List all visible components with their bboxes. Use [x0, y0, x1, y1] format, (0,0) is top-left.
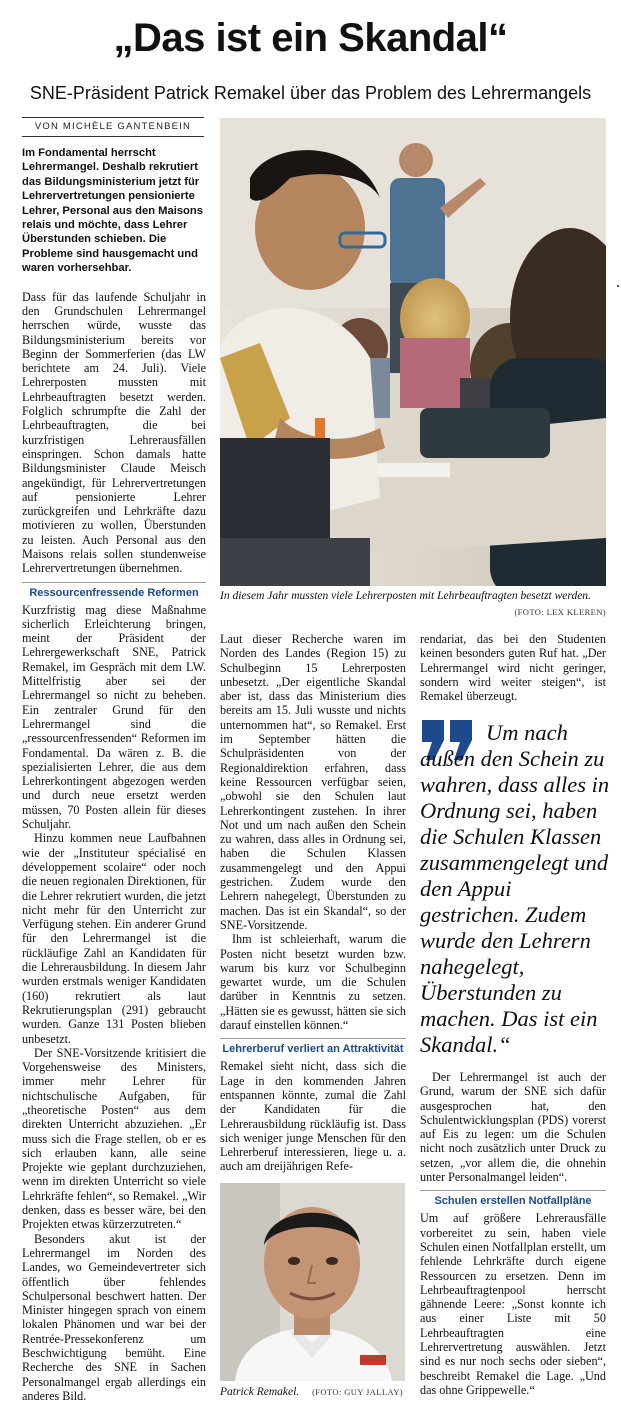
pull-quote-text: Um nach außen den Schein zu wahren, dass alles in Ordnung sei, haben die Schulen Klassen zusammengelegt und den Appui gestrichen. Zudem wurde den Lehrern nahegelegt, Überstunden zu machen. Das ist ein Skandal.“ [420, 720, 610, 1057]
body-paragraph: Kurzfristig mag diese Maßnahme sicherlich Erleichterung bringen, meint der Präsident der Lehrergewerkschaft SNE, Patrick Remakel, im Gespräch mit dem LW. Mittelfristig aber sei der Lehrermangel so nicht zu beheben. Ein zentraler Grund für den Lehrermangel sind die „ressourcenfressenden“ Reformen im Fondamental. Da wären z. B. die spezialisierten Lehrer, die aus dem Lehrerkontingent abgezogen werden und durch neue ersetzt werden müssen, 70 Posten allein für dieses Schuljahr. [22, 602, 206, 832]
section-heading: Lehrerberuf verliert an Attraktivität [220, 1038, 406, 1057]
body-paragraph: Remakel sieht nicht, dass sich die Lage in den kommenden Jahren entspannen könnte, zumal die Zahl der Kandidaten für die Lehrerausbildung rückläufig ist. Dass sich weniger junge Menschen für den Lehrerberuf interessieren, liege u. a. auch am dreijährigen Refe- [220, 1059, 406, 1174]
main-photo-caption [220, 590, 606, 619]
subheadline: SNE-Präsident Patrick Remakel über das Problem des Lehrermangels [29, 83, 592, 103]
margin-mark [617, 285, 619, 287]
portrait-photo [220, 1183, 405, 1381]
body-paragraph: Besonders akut ist der Lehrermangel im Norden des Landes, wo Gemeindevertreter sich öffentlich über fehlendes Schulpersonal beschwert hatten. Der Minister hingegen sprach von einem lokalen Phänomen und war bei der Rentrée-Pressekonferenz um Beschwichtigung bemüht. Eine Recherche des SNE in Sachen Personalmangel ergab allerdings ein anderes Bild. [22, 1231, 206, 1403]
column-3-top [420, 632, 606, 703]
byline: VON MICHÈLE GANTENBEIN [22, 117, 204, 137]
body-paragraph: Der Lehrermangel ist auch der Grund, warum der SNE sich dafür ausgesprochen hat, den Schulentwicklungsplan (PDS) vorerst auf Eis zu legen: um die Schulen nicht noch zusätzlich unter Druck zu setzen, „vor allem die, die ohnehin unter Personalmangel leiden“. [420, 1070, 606, 1185]
body-paragraph: Ihm ist schleierhaft, warum die Posten nicht besetzt wurden bzw. warum bis kurz vor Schulbeginn gewartet wurde, um die Schulen darüber in Kenntnis zu setzen. „Hätten sie es gewusst, hätten sie sich darauf einstellen können.“ [220, 932, 406, 1033]
caption-text: In diesem Jahr mussten viele Lehrerposten mit Lehrbeauftragten besetzt werden. [220, 590, 591, 602]
column-1 [22, 146, 206, 1403]
body-paragraph: Laut dieser Recherche waren im Norden des Landes (Region 15) zu Schulbeginn 15 Lehrerposten unbesetzt. „Der eigentliche Skandal aber ist, dass das Ministerium dies bereits am 15. Juli wusste und nichts unternommen hat“, so Remakel. Erst im September hätten die Schulpräsidenten von der Regionaldirektion erfahren, dass keine Ressourcen verfügbar seien, „obwohl sie den Schulen laut Lehrerkontingent zustehen. In ihrer Not und um nach außen den Schein zu wahren, dass alles in Ordnung sei, haben die Schulen Klassen zusammengelegt und den Appui gestrichen. Zudem wurde den Lehrern nahegelegt, Überstunden zu machen. Das ist ein Skandal“, so der SNE-Vorsitzende. [220, 632, 406, 932]
body-paragraph: Dass für das laufende Schuljahr in den Grundschulen Lehrermangel herrschen würde, wusste das Bildungsministerium bereits vor Beginn der Sommerferien (das LW berichtete am 24. Juli). Viele Lehrerposten mussten mit Lehrbeauftragten besetzt werden. Folglich schrumpfte die Zahl der Lehrbeauftragten, die bei kurzfristigen Lehrerausfällen einspringen. Schon damals hatte Bildungsminister Claude Meisch angekündigt, für Lehrervertretungen auf pensionierte Lehrer zurückgreifen und Lehrkräfte dazu motivieren zu wollen, Überstunden zu leisten. Auch Personal aus den Maisons relais sollen stundenweise Lehrervertretungen übernehmen. [22, 289, 206, 576]
section-heading: Ressourcenfressende Reformen [22, 582, 206, 601]
lead-paragraph: Im Fondamental herrscht Lehrermangel. Deshalb rekrutiert das Bildungsministerium jetzt für Lehrervertretungen pensionierte Lehrer, Personal aus den Maisons relais und möchte, dass Lehrer Überstunden schieben. Die Probleme sind hausgemacht und waren vorhersehbar. [22, 147, 203, 275]
column-3-bottom [420, 1070, 606, 1397]
column-2 [220, 632, 406, 1174]
body-paragraph: rendariat, das bei den Studenten keinen besonders guten Ruf hat. „Der Lehrermangel wird nicht geringer, sondern wird weiter steigen“, ist Remakel überzeugt. [420, 632, 606, 704]
photo-credit: (FOTO: LEX KLEREN) [514, 606, 606, 617]
body-paragraph: Der SNE-Vorsitzende kritisiert die Vorgehensweise des Ministers, immer mehr Lehrer für nichtschulische Aufgaben, für „theoretische Posten“ aus dem direkten Unterricht abzuziehen. „Er muss sich die Frage stellen, ob er es sich erlauben kann, alle seine Projekte wie geplant durchzuziehen, wenn im direkten Unterricht so viele Lehrkräfte fehlen“, so Remakel. „Wir denken, dass es besser wäre, bei den Projekten etwas kürzerzutreten.“ [22, 1045, 206, 1232]
section-heading: Schulen erstellen Notfallpläne [420, 1190, 606, 1209]
photo-credit: (FOTO: GUY JALLAY) [312, 1387, 404, 1397]
portrait-caption [220, 1386, 410, 1400]
classroom-photo [220, 118, 606, 586]
pull-quote [420, 720, 610, 1058]
caption-text: Patrick Remakel. [220, 1386, 300, 1398]
body-paragraph: Um auf größere Lehrerausfälle vorbereitet zu sein, haben viele Schulen einen Notfallplan erstellt, um fehlende Lehrkräfte durch eigene Ressourcen zu ersetzen. Denn im Lehrbeauftragtenpool herrscht gähnende Leere: „Sonst konnte ich aus einer Liste mit 50 Lehrbeauftragten eine Lehrervertretung auswählen. Jetzt sind es nur noch sechs oder sieben“, beschreibt Remakel die Lage. „Und das ohne Grippewelle.“ [420, 1211, 606, 1397]
body-paragraph: Hinzu kommen neue Laufbahnen wie der „Instituteur spécialisé en développement scolaire“ oder noch die neuen regionalen Direktionen, für die Lehrer rekrutiert wurden, die jetzt nicht mehr für den Unterricht zur Verfügung stehen. Ein anderer Grund für den Lehrermangel ist die rückläufige Zahl an Kandidaten für die Lehrerausbildung. In diesem Jahr wurden erstmals weniger Kandidaten (160) rekrutiert als laut Rekrutierungsplan (291) gebraucht wurden. Ganze 131 Posten blieben unbesetzt. [22, 831, 206, 1046]
headline: „Das ist ein Skandal“ [113, 16, 508, 60]
